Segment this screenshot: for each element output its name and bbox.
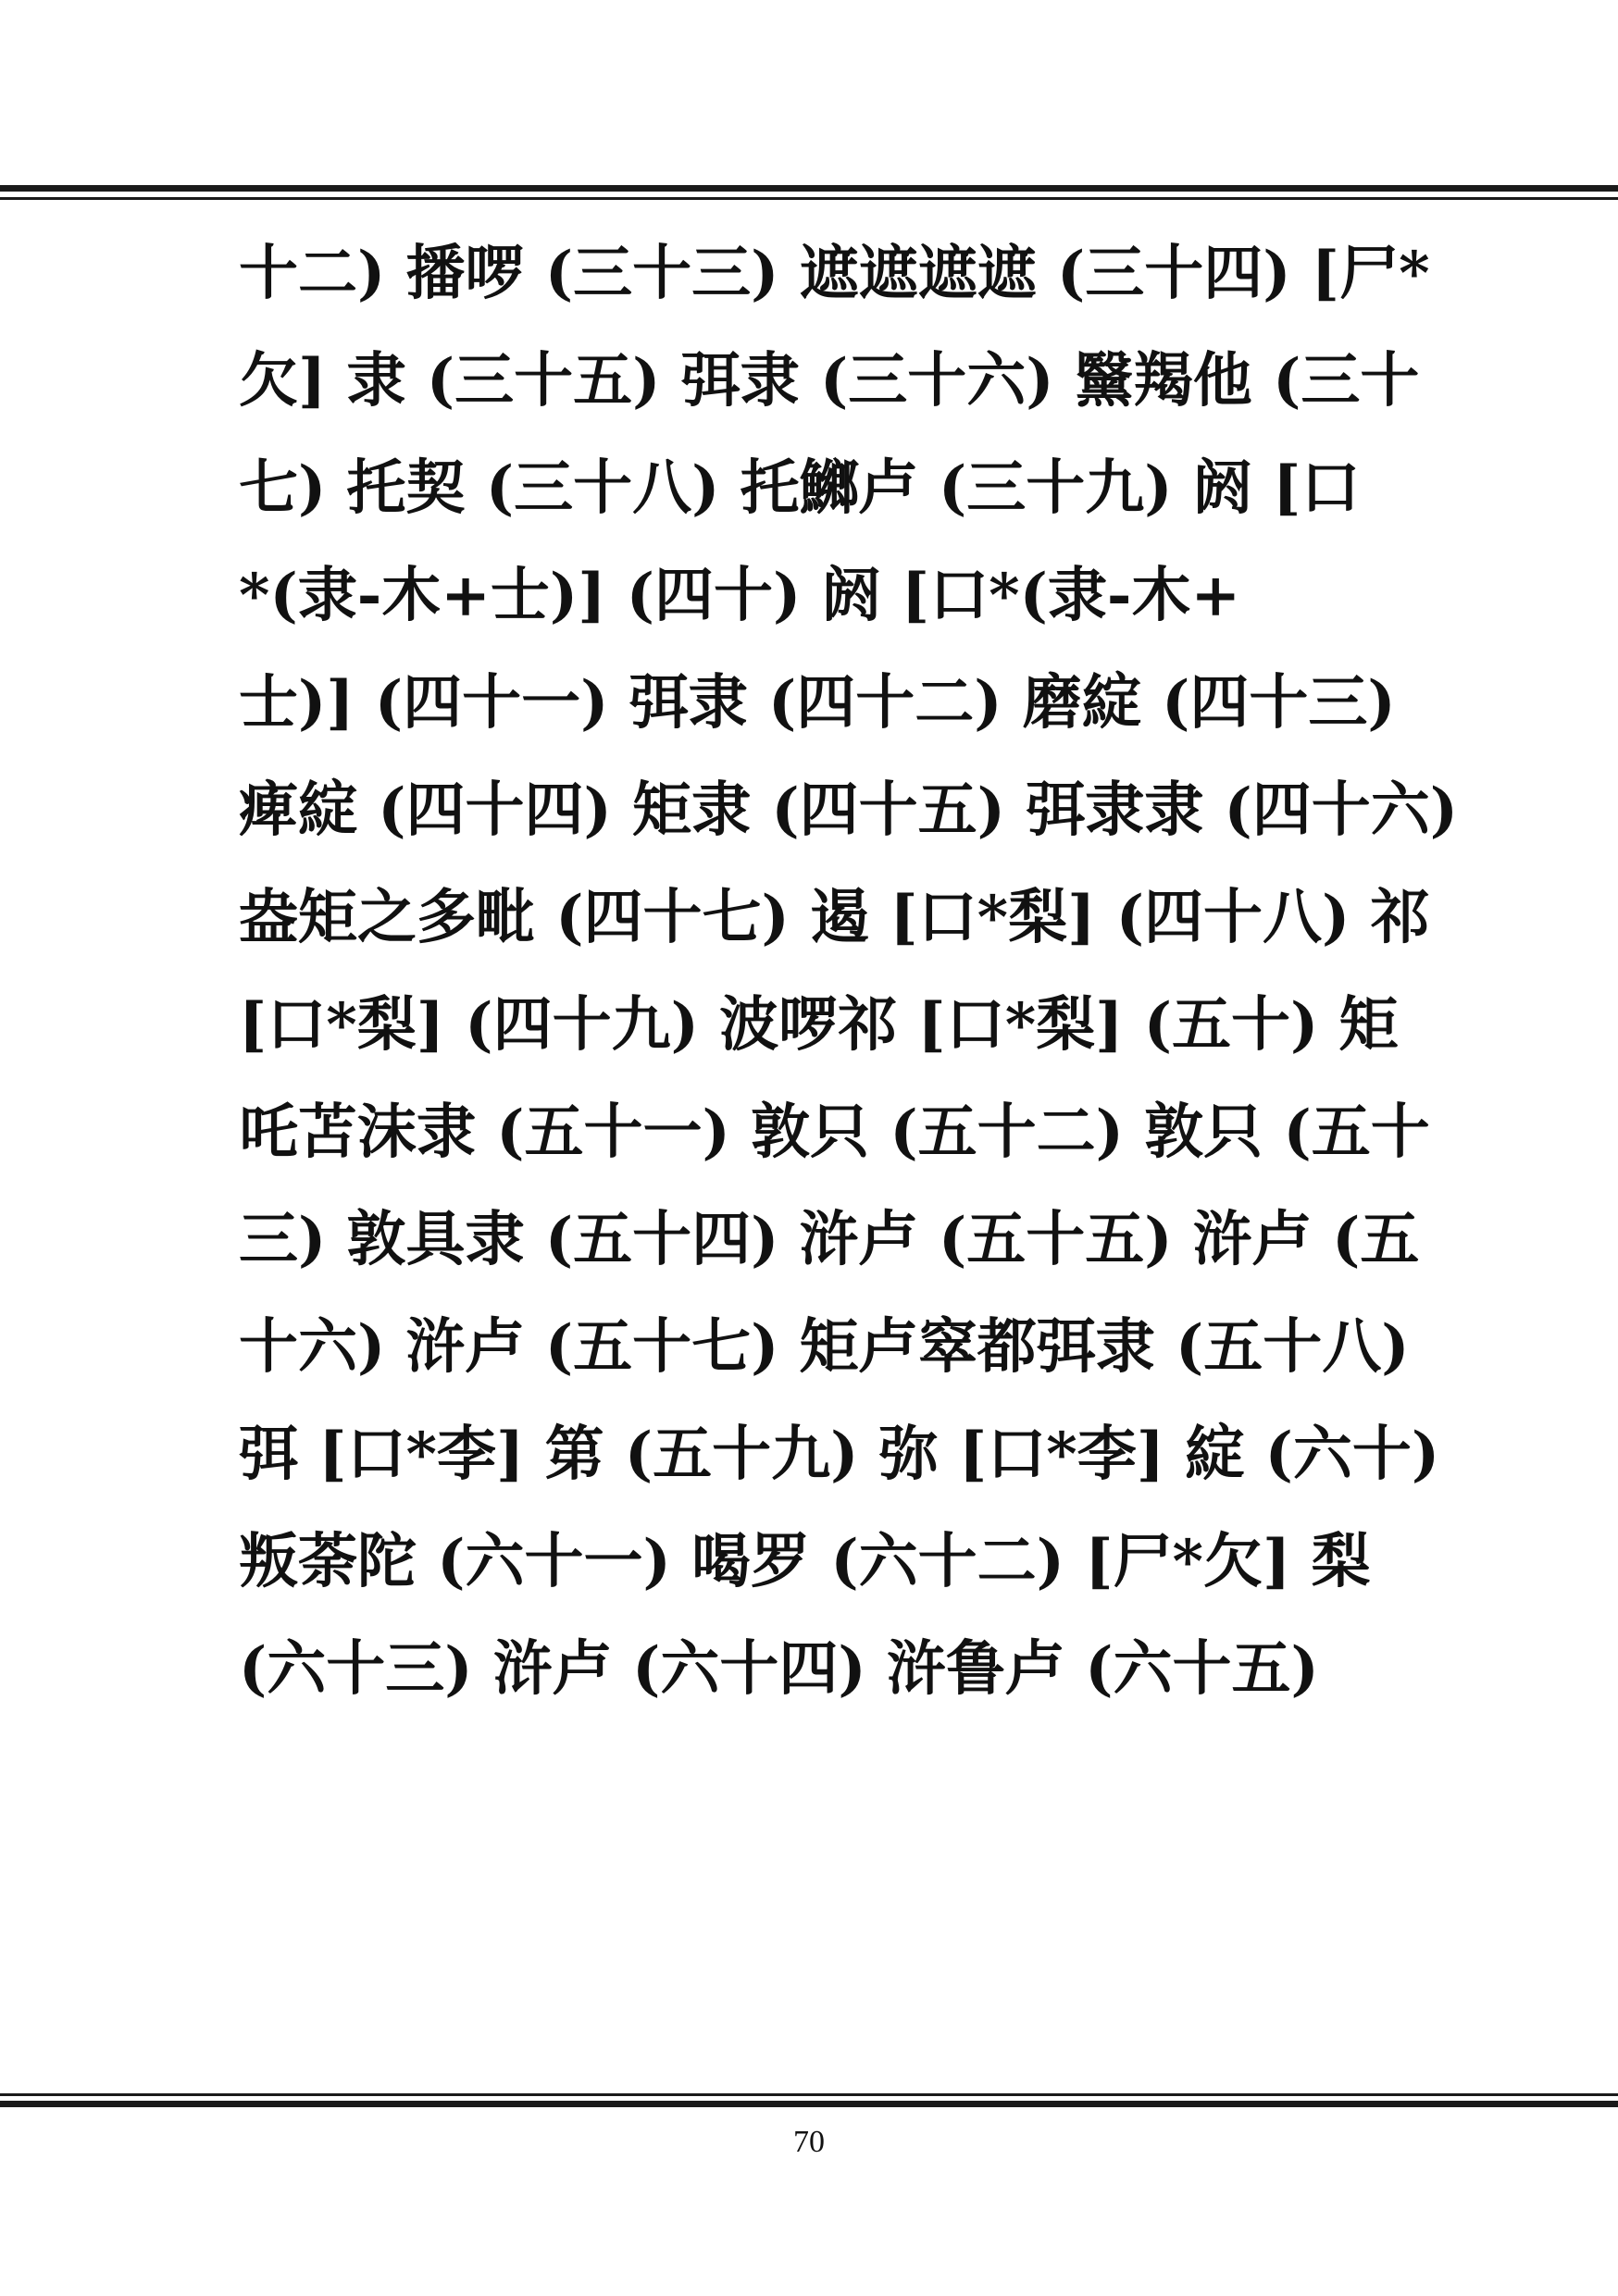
text-line-9: 吒苫沫隶 (五十一) 敦只 (五十二) 敦只 (五十 [239,1098,1430,1167]
top-rule-thin [0,197,1618,200]
top-rule-thick [0,185,1618,192]
text-line-1: 十二) 播啰 (三十三) 遮遮遮遮 (三十四) [尸* [239,239,1430,308]
text-line-11: 十六) 浒卢 (五十七) 矩卢窣都弭隶 (五十八) [239,1312,1410,1382]
text-line-14: (六十三) 浒卢 (六十四) 浒鲁卢 (六十五) [239,1634,1319,1704]
page-number: 70 [793,2125,825,2159]
text-line-10: 三) 敦具隶 (五十四) 浒卢 (五十五) 浒卢 (五 [239,1205,1420,1274]
text-line-6: 痺綻 (四十四) 矩隶 (四十五) 弭隶隶 (四十六) [239,776,1459,845]
text-line-4: *(隶-木+士)] (四十) 阏 [口*(隶-木+ [239,561,1241,630]
text-line-8: [口*梨] (四十九) 波啰祁 [口*梨] (五十) 矩 [239,990,1399,1060]
text-line-3: 七) 托契 (三十八) 托鱜卢 (三十九) 阏 [口 [239,453,1361,523]
text-line-13: 叛荼陀 (六十一) 喝罗 (六十二) [尸*欠] 梨 [239,1527,1371,1596]
bottom-rule-thick [0,2101,1618,2107]
text-line-5: 士)] (四十一) 弭隶 (四十二) 磨綻 (四十三) [239,668,1396,738]
text-line-7: 盎矩之多毗 (四十七) 遏 [口*梨] (四十八) 祁 [239,883,1430,952]
text-line-2: 欠] 隶 (三十五) 弭隶 (三十六) 黳羯他 (三十 [239,346,1420,416]
text-line-12: 弭 [口*李] 第 (五十九) 弥 [口*李] 綻 (六十) [239,1420,1440,1489]
mantra-text-block [239,220,1459,1723]
bottom-rule-thin [0,2093,1618,2096]
